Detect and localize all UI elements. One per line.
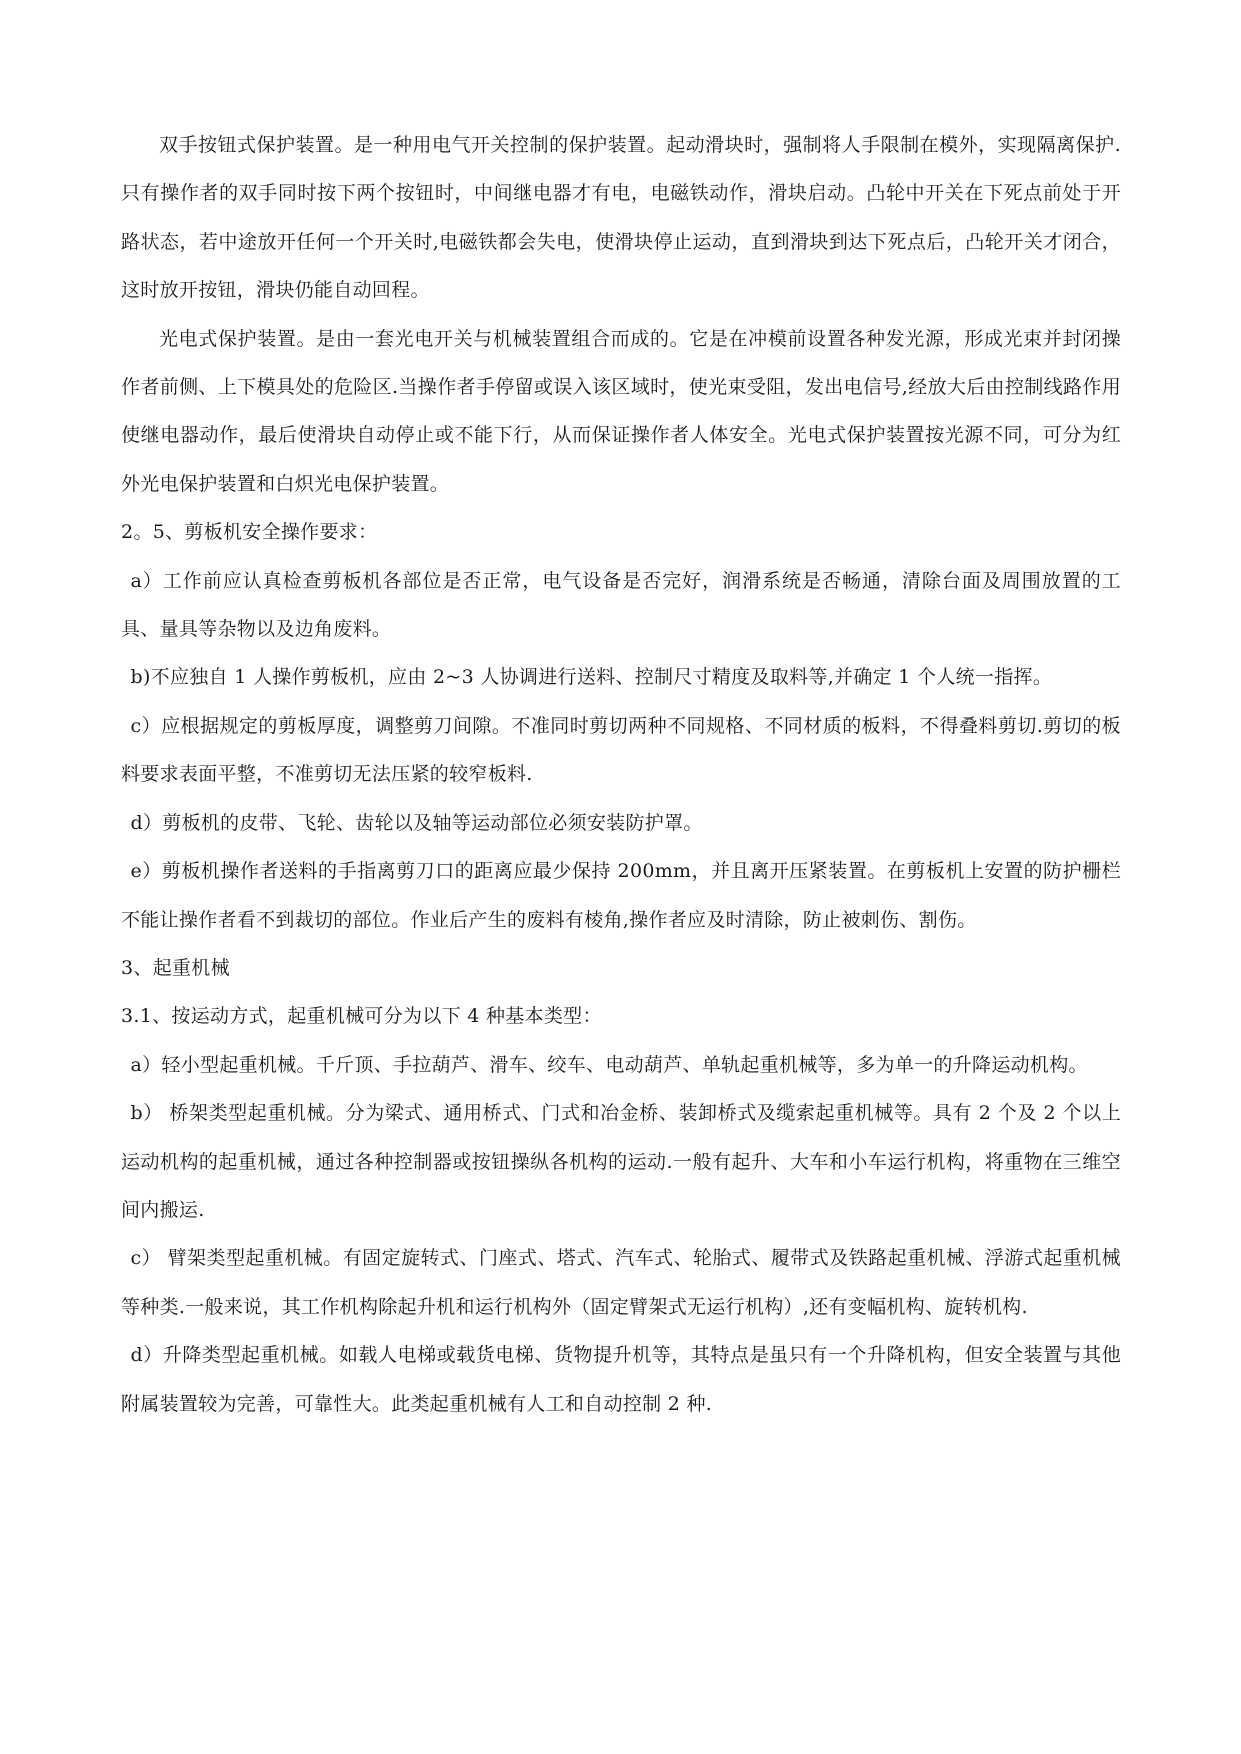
list-item-d-crane: d）升降类型起重机械。如载人电梯或载货电梯、货物提升机等，其特点是虽只有一个升降机构，但安全装置与其他附属装置较为完善，可靠性大。此类起重机械有人工和自动控制 2 种. [121, 1344, 1121, 1415]
list-item-e-shear: e）剪板机操作者送料的手指离剪刀口的距离应最少保持 200mm，并且离开压紧装置。在剪板机上安置的防护栅栏不能让操作者看不到裁切的部位。作业后产生的废料有棱角,操作者应及时清除，防止被刺伤、割伤。 [121, 860, 1121, 931]
paragraph-photoelectric-protection: 光电式保护装置。是由一套光电开关与机械装置组合而成的。它是在冲模前设置各种发光源，形成光束并封闭操作者前侧、上下模具处的危险区.当操作者手停留或误入该区域时，使光束受阻，发出电信号,经放大后由控制线路作用使继电器动作，最后使滑块自动停止或不能下行，从而保证操作者人体安全。光电式保护装置按光源不同，可分为红外光电保护装置和白炽光电保护装置。 [121, 327, 1121, 495]
list-item-a-shear: a）工作前应认真检查剪板机各部位是否正常，电气设备是否完好，润滑系统是否畅通，清除台面及周围放置的工具、量具等杂物以及边角废料。 [121, 569, 1121, 641]
list-item-c-crane: c） 臂架类型起重机械。有固定旋转式、门座式、塔式、汽车式、轮胎式、履带式及铁路起重机械、浮游式起重机械等种类.一般来说，其工作机构除起升机和运行机构外（固定臂架式无运行机构）,还有变幅机构、旋转机构. [121, 1247, 1121, 1318]
section-heading-3-1: 3.1、按运动方式，起重机械可分为以下 4 种基本类型： [121, 1005, 602, 1028]
list-item-c-shear: c）应根据规定的剪板厚度，调整剪刀间隙。不准同时剪切两种不同规格、不同材质的板料，不得叠料剪切.剪切的板料要求表面平整，不准剪切无法压紧的较窄板料. [121, 714, 1121, 786]
paragraph-double-button-protection: 双手按钮式保护装置。是一种用电气开关控制的保护装置。起动滑块时，强制将人手限制在模外，实现隔离保护.只有操作者的双手同时按下两个按钮时，中间继电器才有电，电磁铁动作，滑块启动。凸轮中开关在下死点前处于开路状态，若中途放开任何一个开关时,电磁铁都会失电，使滑块停止运动，直到滑块到达下死点后，凸轮开关才闭合，这时放开按钮，滑块仍能自动回程。 [121, 134, 1121, 302]
list-item-b-crane: b） 桥架类型起重机械。分为梁式、通用桥式、门式和冶金桥、装卸桥式及缆索起重机械等。具有 2 个及 2 个以上运动机构的起重机械，通过各种控制器或按钮操纵各机构的运动.一般有起升、大车和小车运行机构，将重物在三维空间内搬运. [121, 1102, 1121, 1221]
section-heading-3: 3、起重机械 [121, 956, 230, 979]
section-heading-2-5: 2。5、剪板机安全操作要求： [121, 521, 378, 544]
list-item-d-shear: d）剪板机的皮带、飞轮、齿轮以及轴等运动部位必须安装防护罩。 [130, 811, 703, 834]
list-item-b-shear: b)不应独自 1 人操作剪板机，应由 2~3 人协调进行送料、控制尺寸精度及取料等,并确定 1 个人统一指挥。 [130, 666, 1053, 689]
list-item-a-crane: a）轻小型起重机械。千斤顶、手拉葫芦、滑车、绞车、电动葫芦、单轨起重机械等，多为单一的升降运动机构。 [130, 1053, 1088, 1076]
document-body [121, 121, 1121, 1428]
